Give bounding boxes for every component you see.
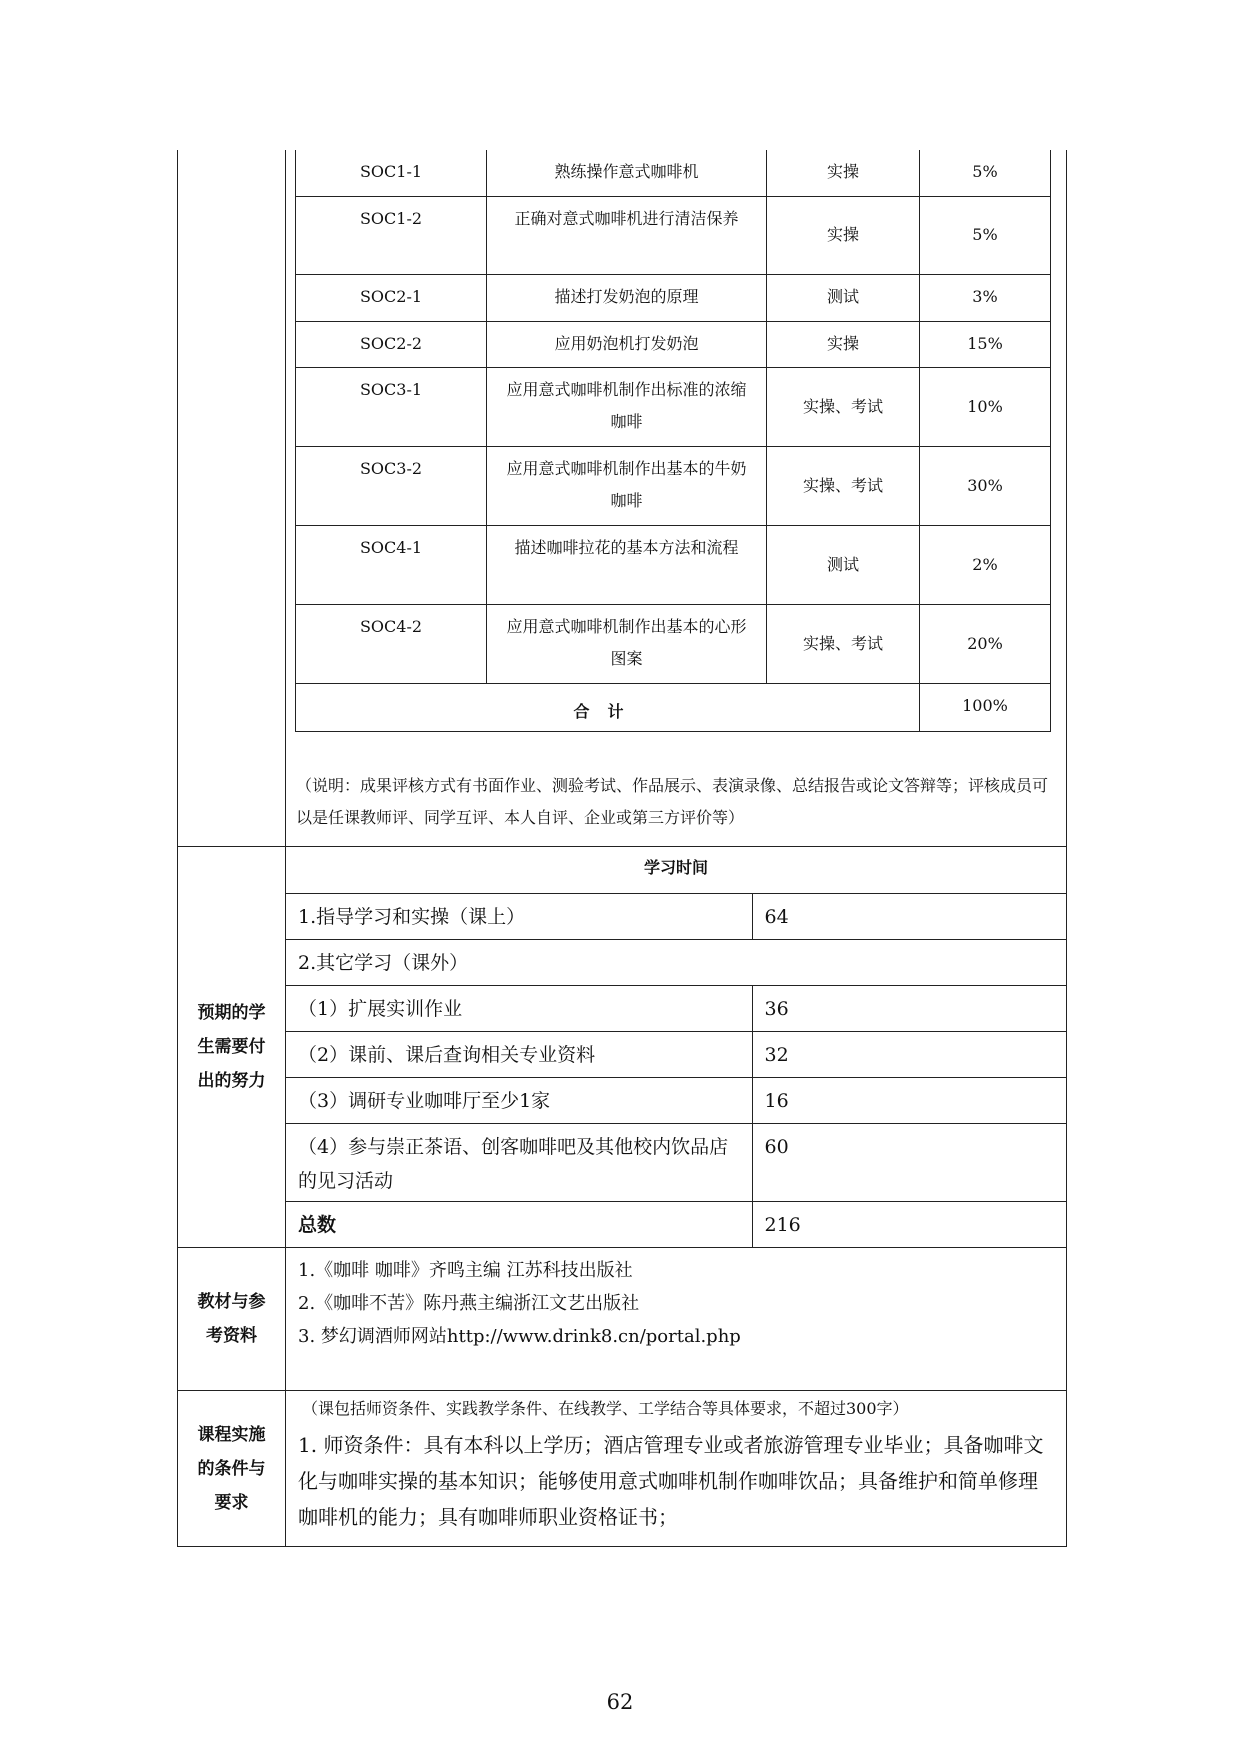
effort-table [286,847,1066,1248]
table-row [296,196,1051,274]
assessment-weight: 20% [920,604,1051,683]
assessment-weight: 5% [920,150,1051,196]
assessment-weight: 10% [920,367,1051,446]
assessment-method: 实操、考试 [767,367,920,446]
assessment-method: 实操、考试 [767,446,920,525]
page-number: 62 [606,1690,634,1714]
table-row [286,847,1066,894]
effort-item-label: （4）参与崇正茶语、创客咖啡吧及其他校内饮品店的见习活动 [286,1123,752,1201]
references-label: 教材与参考资料 [178,1248,286,1391]
assessment-method: 实操、考试 [767,604,920,683]
course-outline-table [177,150,1067,1547]
outcome-desc: 描述咖啡拉花的基本方法和流程 [487,525,767,604]
conditions-content-cell [286,1391,1067,1547]
assessment-weight: 3% [920,274,1051,321]
references-list [286,1248,1066,1390]
assessment-label-cell [178,150,286,846]
assessment-method: 实操 [767,321,920,367]
outcome-desc: 应用意式咖啡机制作出标准的浓缩咖啡 [487,367,767,446]
reference-item: 2.《咖啡不苦》陈丹燕主编浙江文艺出版社 [298,1293,640,1314]
assessment-weight: 15% [920,321,1051,367]
reference-item: 1.《咖啡 咖啡》齐鸣主编 江苏科技出版社 [298,1260,633,1281]
assessment-method: 实操 [767,196,920,274]
outcome-code: SOC1-1 [296,150,487,196]
outcome-code: SOC1-2 [296,196,487,274]
table-row [286,939,1066,985]
references-content-cell [286,1248,1067,1391]
outcome-desc: 应用意式咖啡机制作出基本的牛奶咖啡 [487,446,767,525]
effort-total-label: 总数 [286,1201,752,1247]
table-row [286,1201,1066,1247]
table-row [296,604,1051,683]
effort-header: 学习时间 [286,847,1066,894]
table-row [296,274,1051,321]
total-label: 合计 [296,683,920,731]
conditions-label: 课程实施的条件与要求 [178,1391,286,1547]
assessment-method: 测试 [767,525,920,604]
effort-item-value: 32 [752,1031,1066,1077]
outcome-desc: 应用奶泡机打发奶泡 [487,321,767,367]
assessment-method: 实操 [767,150,920,196]
conditions-body: 1. 师资条件：具有本科以上学历；酒店管理专业或者旅游管理专业毕业；具备咖啡文化与咖啡实操的基本知识；能够使用意式咖啡机制作咖啡饮品；具备维护和简单修理咖啡机的能力；具有咖啡师职业资格证书； [298,1433,1044,1529]
table-row [286,1123,1066,1201]
conditions-requirement-note: （课包括师资条件、实践教学条件、在线教学、工学结合等具体要求，不超过300字） [302,1399,909,1418]
outcome-code: SOC4-2 [296,604,487,683]
effort-item-label: 2.其它学习（课外） [286,939,1066,985]
effort-section [178,846,1067,1248]
effort-item-value: 16 [752,1077,1066,1123]
assessment-content-cell [286,150,1067,846]
assessment-weight: 30% [920,446,1051,525]
assessment-weight: 2% [920,525,1051,604]
outcome-code: SOC3-1 [296,367,487,446]
outcome-code: SOC3-2 [296,446,487,525]
effort-item-value: 36 [752,985,1066,1031]
references-section [178,1248,1067,1391]
outcome-desc: 熟练操作意式咖啡机 [487,150,767,196]
table-row [286,985,1066,1031]
outcome-desc: 正确对意式咖啡机进行清洁保养 [487,196,767,274]
outcome-code: SOC2-2 [296,321,487,367]
outcome-code: SOC2-1 [296,274,487,321]
effort-item-value: 60 [752,1123,1066,1201]
outcome-desc: 描述打发奶泡的原理 [487,274,767,321]
assessment-section [178,150,1067,846]
table-row [286,893,1066,939]
table-row [296,150,1051,196]
assessment-method: 测试 [767,274,920,321]
table-row [296,525,1051,604]
table-row [286,1077,1066,1123]
effort-content-cell [286,846,1067,1248]
effort-total-value: 216 [752,1201,1066,1247]
effort-item-label: （2）课前、课后查询相关专业资料 [286,1031,752,1077]
effort-label: 预期的学生需要付出的努力 [178,846,286,1248]
conditions-section [178,1391,1067,1547]
outcome-code: SOC4-1 [296,525,487,604]
effort-item-label: （1）扩展实训作业 [286,985,752,1031]
assessment-note: （说明：成果评核方式有书面作业、测验考试、作品展示、表演录像、总结报告或论文答辩等；评核成员可以是任课教师评、同学互评、本人自评、企业或第三方评价等） [296,775,1049,827]
outcome-desc: 应用意式咖啡机制作出基本的心形图案 [487,604,767,683]
reference-item: 3. 梦幻调酒师网站http://www.drink8.cn/portal.php [298,1326,741,1347]
table-row [286,1031,1066,1077]
assessment-weight: 5% [920,196,1051,274]
effort-item-value: 64 [752,893,1066,939]
assessment-table [295,150,1051,732]
table-row [296,321,1051,367]
effort-item-label: （3）调研专业咖啡厅至少1家 [286,1077,752,1123]
total-row [296,683,1051,731]
table-row [296,446,1051,525]
total-value: 100% [920,683,1051,731]
effort-item-label: 1.指导学习和实操（课上） [286,893,752,939]
table-row [296,367,1051,446]
